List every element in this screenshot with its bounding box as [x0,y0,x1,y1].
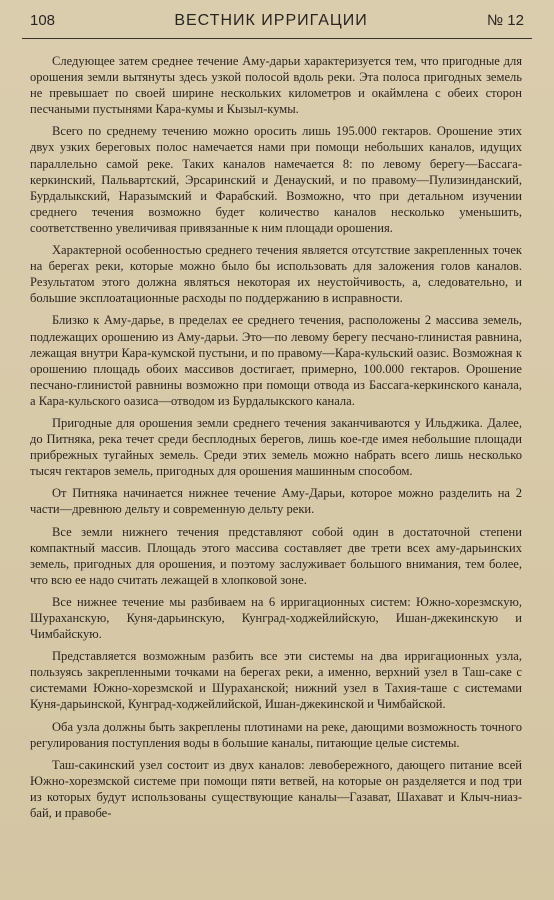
paragraph-5: Пригодные для орошения земли среднего течения заканчиваются у Ильджика. Далее, до Питняка, река течет среди бесплодных берегов, лишь кое-где имея небольшие площади прибрежных тугайных земель. Среди этих земель можно набрать всего лишь несколько тысяч гектаров земель, пригодных для орошения машинным способом. [30,415,522,479]
paragraph-6: От Питняка начинается нижнее течение Аму-Дарьи, которое можно разделить на 2 части—древнюю дельту и современную дельту реки. [30,486,522,517]
paragraph-1: Следующее затем среднее течение Аму-дарьи характеризуется тем, что пригодные для орошения земли вытянуты здесь узкой полосой вдоль реки. Эта полоса пригодных земель не превышает по своей ширине нескольких километров и окаймлена с обеих сторон песчаными пустынями Кара-кумы и Кызыл-кумы. [30,54,522,117]
paragraph-4: Близко к Аму-дарье, в пределах ее среднего течения, расположены 2 массива земель, подлежащих орошению из Аму-дарьи. Это—по левому берегу песчано-глинистая равнина, лежащая внутри Кара-кумской пустыни, и по правому—Кара-кульский оазис. Возможная к орошению площадь обоих массивов достигает, примерно, 100.000 гектаров. Орошение песчано-глинистой равнины возможно при помощи отвода из Бассага-керкинского канала, а Кара-кульского оазиса—отводом из Бурдалыкского канала. [30,313,522,408]
paragraph-3: Характерной особенностью среднего течения является отсутствие закрепленных точек на берегах реки, которые можно было бы использовать для заложения голов каналов. Результатом этого должна являться некоторая их неустойчивость, а, следовательно, и большие эксплоатационные расходы по поддержанию в исправности. [30,243,522,306]
paragraph-9: Представляется возможным разбить все эти системы на два ирригационных узла, пользуясь закрепленными точками на берегах реки, а именно, верхний узел в Таш-саке с системами Южно-хорезмской и Шураханской; нижний узел в Тахия-таше с системами Куня-дарьинской, Кунград-ходжейлийской, Ишан-джекинской и Чимбайской. [30,649,522,712]
paragraph-10: Оба узла должны быть закреплены плотинами на реке, дающими возможность точного регулирования поступления воды в большие каналы, питающие целые системы. [30,719,522,750]
article-body [22,39,532,821]
running-header [22,12,532,39]
paragraph-2: Всего по среднему течению можно оросить лишь 195.000 гектаров. Орошение этих двух узких береговых полос намечается нами при помощи небольших каналов, идущих параллельно самой реке. Таких каналов намечается 8: по левому берегу—Бассага-керкинский, Пальвартский, Эрсаринский и Денауский, и по правому—Пулизинданский, Бурдалыкский, Наразымский и Фарабский. Возможно, что при детальном изучении среднего течения возможно будет количество каналов несколько уменьшить, соответственно увеличивая привязанные к ним площади орошения. [30,124,522,235]
paragraph-7: Все земли нижнего течения представляют собой один в достаточной степени компактный массив. Площадь этого массива составляет две трети всех аму-дарьинских земель, пригодных для орошения, и поэтому заслуживает большого внимания, тем более, что всю ее надо считать лежащей в хлопковой зоне. [30,524,522,587]
paragraph-8: Все нижнее течение мы разбиваем на 6 ирригационных систем: Южно-хорезмскую, Шураханскую, Куня-дарьинскую, Кунград-ходжейлийскую, Ишан-джекинскую и Чимбайскую. [30,594,522,642]
issue-number: № 12 [487,12,524,29]
paragraph-11: Таш-сакинский узел состоит из двух каналов: левобережного, дающего питание всей Южно-хорезмской системе при помощи пяти ветвей, на которые он разделяется и под три из которых будут использованы существующие каналы—Газават, Шахават и Клыч-ниаз-бай, и правобе- [30,757,522,821]
journal-title: ВЕСТНИК ИРРИГАЦИИ [174,12,368,29]
page-number: 108 [30,12,56,29]
